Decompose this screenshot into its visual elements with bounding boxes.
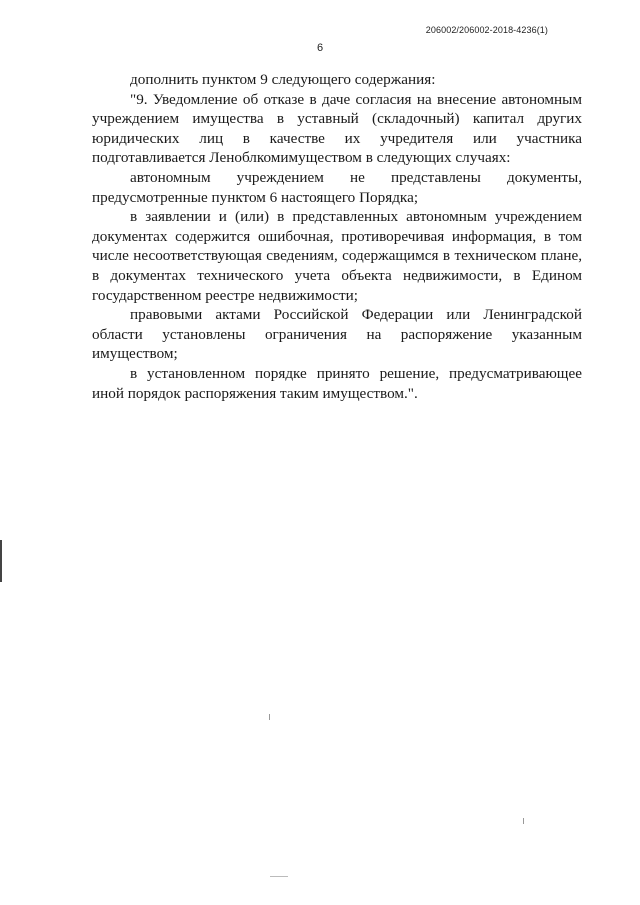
paragraph-case-3: правовыми актами Российской Федерации или Ленинградской области установлены ограничения на распоряжение указанным имуществом; <box>92 306 582 363</box>
scan-artifact-speck <box>270 876 288 877</box>
paragraph-item-9: "9. Уведомление об отказе в даче согласия на внесение автономным учреждением имущества в уставный (складочный) капитал других юридических лиц в качестве их учредителя или участника подготавливается Леноблкомимуществом в следующих случаях: <box>92 90 582 167</box>
document-registration-number: 206002/206002-2018-4236(1) <box>425 25 548 35</box>
paragraph-case-1: автономным учреждением не представлены документы, предусмотренные пунктом 6 настоящего Порядка; <box>92 168 582 206</box>
paragraph-intro: дополнить пунктом 9 следующего содержания: <box>130 71 436 88</box>
paragraph-case-2: в заявлении и (или) в представленных автономным учреждением документах содержится ошибочная, противоречивая информация, в том числе несоответствующая сведениям, содержащимся в техническом плане, в документах технического учета объекта недвижимости, в Едином государственном реестре недвижимости; <box>92 208 582 304</box>
page-number: 6 <box>316 42 324 54</box>
scan-artifact-speck <box>269 714 270 720</box>
scan-artifact-left-edge <box>0 540 2 582</box>
paragraph-case-4: в установленном порядке принято решение, предусматривающее иной порядок распоряжения таким имуществом.". <box>92 364 582 402</box>
document-body <box>92 70 582 403</box>
scan-artifact-speck <box>523 818 524 824</box>
